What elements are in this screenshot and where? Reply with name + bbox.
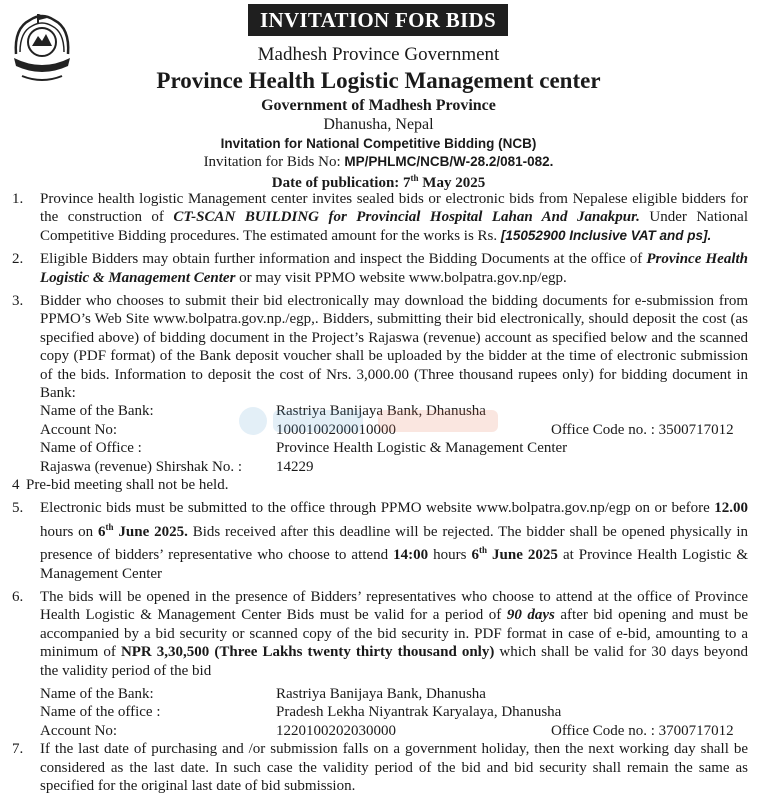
detail-label: Account No: — [40, 421, 118, 438]
item-text: Electronic bids must be submitted to the office through PPMO website www.bolpatra.gov.np/egp on or before — [40, 500, 715, 517]
list-item — [12, 476, 748, 494]
deadline-time: 12.00 — [714, 500, 748, 517]
office-detail-row — [12, 703, 748, 721]
organization-title: Province Health Logistic Management center — [156, 68, 601, 93]
item-text: or may visit PPMO website — [235, 269, 409, 286]
bank-detail-row — [12, 685, 748, 703]
bids-number-label: Invitation for Bids No: — [203, 154, 345, 170]
item-text: hours on — [40, 523, 99, 540]
item-number: 6. — [12, 589, 24, 606]
item-text: Bidder who chooses to submit their bid electronically may download the bidding documents for e-submission from PPMO’s Web Site www.bolpatra.gov.np./egp,. Bidders, submitting their bid electronically, should deposit the cost (as specified above) of bidding document in the Project’s Rajaswa (revenue) account as specified below and the scanned copy (PDF format) of the Bank deposit voucher shall be uploaded by the bidder at the time of electronic submission of the bids. Information to deposit the cost of Nrs. 3,000.00 (Three thousand rupees only) for bidding document in Bank: — [40, 293, 748, 402]
publication-sup: th — [410, 173, 419, 183]
account-detail-row — [12, 722, 748, 740]
project-name: CT-SCAN BUILDING for Provincial Hospital Lahan And Janakpur. — [173, 209, 640, 226]
item-text: at Province Health Logistic & Management Center — [40, 547, 748, 582]
deadline-sup: th — [105, 521, 114, 532]
detail-label: Name of the Bank: — [40, 403, 154, 420]
opening-month: June 2025 — [487, 547, 558, 564]
opening-day: 6 — [471, 547, 480, 564]
detail-value: Rastriya Banijaya Bank, Dhanusha — [276, 403, 486, 420]
item-text: The bids will be opened in the presence of Bidders’ representatives who choose to attend at the office of Province Health Logistic & Management Center Bids must be valid for a period of — [40, 589, 748, 624]
account-detail-row — [12, 421, 748, 439]
detail-label: Name of Office : — [40, 440, 142, 457]
item-text: Bids received after this deadline will be rejected. The bidder shall be opened physically in presence of bidders’ representative who choose to attend — [40, 523, 748, 564]
deadline-day: 6 — [98, 523, 106, 540]
item-number: 4 — [12, 477, 20, 494]
opening-sup: th — [479, 545, 488, 556]
item-number: 3. — [12, 293, 24, 310]
item-text: Province health logistic Management center invites sealed bids or electronic bids from Nepalese eligible bidders for the construction of — [40, 191, 748, 226]
item-text: hours — [428, 547, 472, 564]
office-code: Office Code no. : 3500717012 — [551, 421, 734, 438]
bid-security-amount: NPR 3,30,500 (Three Lakhs twenty thirty thousand only) — [120, 644, 495, 661]
item-text: If the last date of purchasing and /or submission falls on a government holiday, then the next working day shall be considered as the last date. In such case the validity period of the bid and bid security shall remain the same as specified for the original last date of bid submission. — [40, 741, 748, 795]
bids-number-value: MP/PHLMC/NCB/W-28.2/081-082. — [344, 154, 554, 169]
detail-value: Province Health Logistic & Management Center — [276, 440, 568, 457]
list-item — [12, 740, 748, 795]
item-number: 5. — [12, 500, 24, 517]
location-line: Dhanusha, Nepal — [323, 116, 434, 133]
province-government-line: Madhesh Province Government — [257, 44, 500, 65]
item-text: Eligible Bidders may obtain further information and inspect the Bidding Documents at the office of — [40, 251, 647, 268]
detail-label: Name of the Bank: — [40, 686, 154, 703]
list-item — [12, 250, 748, 287]
office-code: Office Code no. : 3700717012 — [551, 722, 734, 739]
detail-label: Name of the office : — [40, 704, 161, 721]
item-text: Under National Competitive Bidding procedures. The estimated amount for the works is Rs. — [40, 209, 748, 244]
item-text: which shall be valid for 30 days beyond the validity period of the bid — [40, 644, 749, 679]
government-line: Government of Madhesh Province — [261, 97, 496, 114]
ppmo-link[interactable]: www.bolpatra.gov.np/egp. — [408, 269, 567, 286]
detail-value: Rastriya Banijaya Bank, Dhanusha — [276, 686, 486, 703]
list-item — [12, 190, 748, 245]
office-name: Province Health Logistic & Management Center — [40, 251, 748, 286]
bank-detail-row — [12, 402, 748, 420]
banner-title: INVITATION FOR BIDS — [248, 4, 508, 36]
detail-value: 1220100202030000 — [276, 722, 396, 739]
notice-body — [12, 190, 748, 795]
shirshak-detail-row — [12, 458, 748, 476]
item-text: Pre-bid meeting shall not be held. — [26, 477, 229, 494]
item-number: 1. — [12, 191, 24, 207]
ncb-title: Invitation for National Competitive Bidding (NCB) — [220, 136, 537, 151]
publication-rest: May 2025 — [418, 175, 486, 191]
detail-value: Pradesh Lekha Niyantrak Karyalaya, Dhanusha — [276, 704, 562, 721]
detail-label: Account No: — [40, 722, 118, 739]
office-detail-row — [12, 439, 748, 457]
list-item — [12, 588, 748, 680]
item-text: after bid opening and must be accompanied by a bid security or scanned copy of the bid security in. PDF format in case of e-bid, amounting to a minimum of — [40, 607, 748, 661]
bids-number-line — [0, 154, 757, 171]
item-number: 7. — [12, 741, 24, 758]
validity-days: 90 days — [506, 607, 555, 624]
list-item — [12, 292, 748, 402]
item-number: 2. — [12, 251, 24, 268]
estimated-amount: [15052900 Inclusive VAT and ps]. — [500, 227, 712, 243]
detail-value: 14229 — [276, 458, 314, 475]
opening-time: 14:00 — [393, 547, 429, 564]
detail-label: Rajaswa (revenue) Shirshak No. : — [40, 458, 243, 475]
list-item — [12, 499, 748, 583]
deadline-month: June 2025. — [113, 523, 188, 540]
detail-value: 1000100200010000 — [276, 421, 396, 438]
publication-label: Date of publication: 7 — [271, 175, 411, 191]
